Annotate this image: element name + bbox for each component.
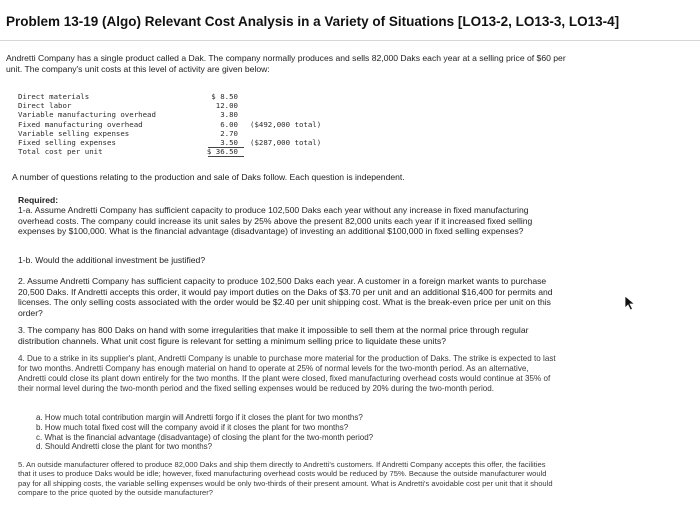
cost-row — [18, 147, 348, 156]
header-band — [0, 0, 700, 41]
question-4b: b. How much total fixed cost will the company avoid if it closes the plant for two months? — [36, 422, 349, 432]
cost-value: $ 36.50 — [206, 147, 238, 157]
cost-row — [18, 129, 348, 138]
cost-row — [18, 138, 348, 147]
cost-value: 2.70 — [220, 128, 238, 138]
question-4d: d. Should Andretti close the plant for two months? — [36, 442, 213, 452]
cost-label: Fixed manufacturing overhead — [18, 119, 143, 129]
cost-row — [18, 92, 348, 101]
total-rule — [208, 156, 244, 157]
cost-note: ($287,000 total) — [250, 137, 322, 147]
questions-intro: A number of questions relating to the production and sale of Daks follow. Each question is independent. — [12, 172, 405, 182]
cost-label: Direct labor — [18, 101, 72, 111]
intro-paragraph: Andretti Company has a single product called a Dak. The company normally produces and sells 82,000 Daks each year at a selling price of $60 per unit. The company's unit costs at this level of activity are given below: — [6, 53, 566, 74]
question-4-subparts — [36, 413, 373, 452]
cost-row — [18, 120, 348, 129]
question-3: 3. The company has 800 Daks on hand with some irregularities that make it impossible to sell them at the normal price through regular distribution channels. What unit cost figure is relevant for setting a minimum selling price to liquidate these units? — [18, 325, 529, 346]
page-title: Problem 13-19 (Algo) Relevant Cost Analysis in a Variety of Situations [LO13-2, LO13-3, LO13-4] — [6, 14, 620, 29]
cost-value: 3.80 — [220, 110, 238, 120]
question-1a: 1-a. Assume Andretti Company has sufficient capacity to produce 102,500 Daks each year without any increase in fixed manufacturing overhead costs. The company could increase its unit sales by 25% above the present 82,000 units each year if it increased fixed selling expenses by $100,000. What is the financial advantage (disadvantage) of investing an additional $100,000 in fixed selling expenses? — [18, 205, 533, 237]
cost-label: Fixed selling expenses — [18, 137, 116, 147]
mouse-cursor-icon — [624, 295, 638, 311]
unit-cost-table — [18, 92, 348, 156]
cost-label: Total cost per unit — [18, 147, 103, 157]
subtotal-rule — [208, 147, 244, 148]
cost-label: Variable selling expenses — [18, 128, 130, 138]
question-2: 2. Assume Andretti Company has sufficient capacity to produce 102,500 Daks each year. A customer in a foreign market wants to purchase 20,500 Daks. If Andretti accepts this order, it would pay import duties on the Daks of $3.70 per unit and an additional $16,400 for permits and licenses. The only selling costs associated with the order would be $2.40 per unit shipping cost. What is the break-even price per unit on this order? — [18, 276, 553, 318]
cost-value: $ 8.50 — [211, 92, 238, 101]
cost-row — [18, 101, 348, 110]
cost-value: 3.50 — [220, 137, 238, 147]
cost-label: Direct materials — [18, 92, 90, 101]
cost-label: Variable manufacturing overhead — [18, 110, 156, 120]
cost-value: 6.00 — [220, 119, 238, 129]
question-1b: 1-b. Would the additional investment be justified? — [18, 255, 206, 265]
cost-note: ($492,000 total) — [250, 119, 322, 129]
required-label: Required: — [18, 195, 59, 205]
question-4a: a. How much total contribution margin will Andretti forgo if it closes the plant for two months? — [36, 413, 363, 422]
question-4c: c. What is the financial advantage (disadvantage) of closing the plant for the two-month period? — [36, 432, 374, 442]
cost-row — [18, 110, 348, 119]
question-4: 4. Due to a strike in its supplier's plant, Andretti Company is unable to purchase more material for the production of Daks. The strike is expected to last for two months. Andretti Company has enough material on hand to operate at 25% of normal levels for the two-month period. As an alternative, Andretti could close its plant down entirely for the two months. If the plant were closed, fixed manufacturing overhead costs would continue at 35% of their normal level during the two-month period and the fixed selling expenses would be reduced by 20% during the two-month period. — [18, 354, 556, 393]
cost-value: 12.00 — [215, 101, 238, 111]
question-5: 5. An outside manufacturer offered to produce 82,000 Daks and ship them directly to Andretti's customers. If Andretti Company accepts this offer, the facilities that it uses to produce Daks would be idle; however, fixed manufacturing overhead costs would be reduced by 75%. Because the outside manufacturer would pay for all shipping costs, the variable selling expenses would be only two-thirds of their present amount. What is Andretti's avoidable cost per unit that it should compare to the price quoted by the outside manufacturer? — [18, 460, 553, 498]
